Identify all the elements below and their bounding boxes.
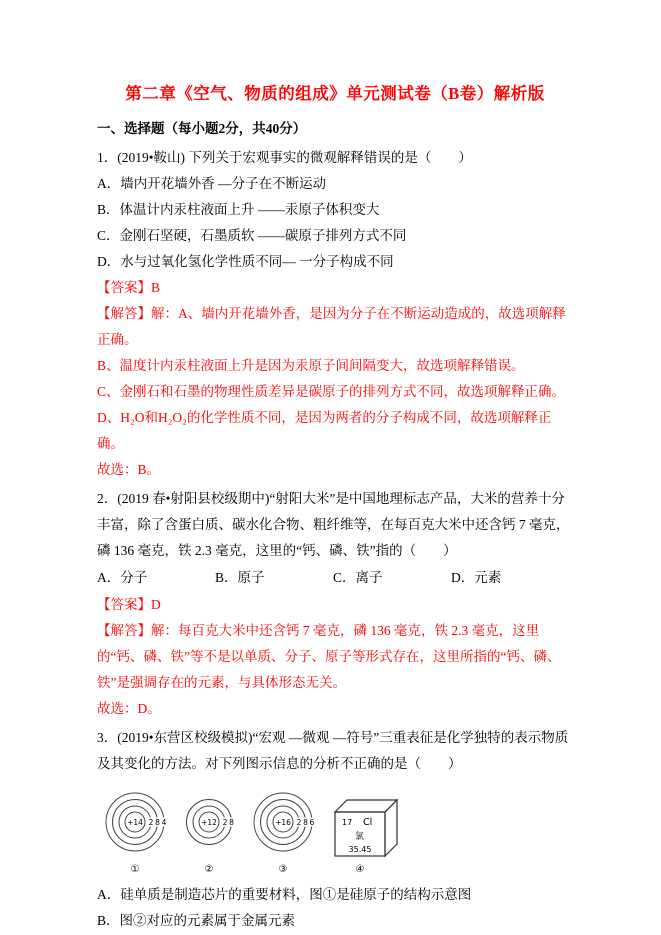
atom-diagram-1 xyxy=(106,793,167,875)
question-1-option-a: A．墙内开花墙外香 —分子在不断运动 xyxy=(97,176,327,191)
question-3 xyxy=(97,725,573,934)
atom-3-shell-2: 8 xyxy=(303,818,308,827)
atom-3-nucleus-charge: +16 xyxy=(275,818,291,827)
question-2 xyxy=(97,486,573,722)
question-1-analysis-c: C、金刚石和石墨的物理性质差异是碳原子的排列方式不同，故选项解释正确。 xyxy=(97,384,566,399)
atom-1-shell-1: 2 xyxy=(148,818,154,827)
question-1-analysis-b: B、温度计内汞柱液面上升是因为汞原子间间隔变大，故选项解释错误。 xyxy=(97,358,525,373)
question-3-figure xyxy=(97,782,573,880)
question-1-answer: 【答案】B xyxy=(97,280,161,295)
atom-1-label: ① xyxy=(130,864,140,875)
atom-diagram-3 xyxy=(254,793,315,875)
element-cell-chlorine xyxy=(335,800,397,875)
element-atomic-number: 17 xyxy=(342,818,353,827)
question-2-analysis: 【解答】解：每百克大米中还含钙 7 毫克，磷 136 毫克，铁 2.3 毫克，这里的“钙、磷、铁”等不是以单质、分子、原子等形式存在，这里所指的“钙、磷、铁”是强调存在的元素，与具体形态无关。 xyxy=(97,623,561,690)
atom-1-nucleus-charge: +14 xyxy=(127,818,143,827)
atom-2-label: ② xyxy=(204,864,214,875)
question-2-stem: 2．(2019 春•射阳县校级期中)“射阳大米”是中国地理标志产品，大米的营养十分丰富，除了含蛋白质、碳水化合物、粗纤维等，在每百克大米中还含钙 7 毫克，磷 136 毫克，铁 2.3 毫克，这里的“钙、磷、铁”指的（ ） xyxy=(97,491,570,558)
question-1-analysis-d: D、H₂O和H₂O₂的化学性质不同，是因为两者的分子构成不同，故选项解释正确。 xyxy=(97,410,552,451)
atom-diagram-2 xyxy=(187,800,235,876)
atom-3-shell-3: 6 xyxy=(309,818,315,827)
atom-1-shell-3: 4 xyxy=(161,818,167,827)
element-name: 氯 xyxy=(355,832,365,842)
element-atomic-mass: 35.45 xyxy=(348,845,372,854)
question-3-stem: 3．(2019•东营区校级模拟)“宏观 —微观 —符号”三重表征是化学独特的表示物质及其变化的方法。对下列图示信息的分析不正确的是（ ） xyxy=(97,730,569,771)
question-1-option-d: D．水与过氧化氢化学性质不同— 一分子构成不同 xyxy=(97,254,394,269)
atom-1-shell-2: 8 xyxy=(155,818,160,827)
question-1-option-c: C．金刚石坚硬，石墨质软 ——碳原子排列方式不同 xyxy=(97,228,407,243)
atom-2-shell-2: 8 xyxy=(229,818,234,827)
question-2-option-a: A．分子 xyxy=(97,570,148,585)
question-3-option-b: B．图②对应的元素属于金属元素 xyxy=(97,913,296,928)
question-2-options xyxy=(97,564,573,592)
element-cell-label: ④ xyxy=(355,864,365,875)
atom-3-label: ③ xyxy=(278,864,288,875)
question-1-stem: 1．(2019•鞍山) 下列关于宏观事实的微观解释错误的是（ ） xyxy=(97,150,472,165)
question-2-answer: 【答案】D xyxy=(97,597,161,612)
atom-3-shell-1: 2 xyxy=(296,818,302,827)
question-1-conclusion: 故选：B。 xyxy=(97,462,161,477)
question-2-option-b: B．原子 xyxy=(215,570,265,585)
question-1-analysis-a: 【解答】解：A、墙内开花墙外香，是因为分子在不断运动造成的，故选项解释正确。 xyxy=(97,306,566,347)
question-2-option-d: D．元素 xyxy=(451,570,502,585)
atom-2-shell-1: 2 xyxy=(222,818,228,827)
question-2-conclusion: 故选：D。 xyxy=(97,701,161,716)
section-header: 一、选择题（每小题2分，共40分） xyxy=(97,121,307,136)
question-2-option-c: C．离子 xyxy=(333,570,383,585)
element-symbol: Cl xyxy=(363,817,373,828)
atom-2-nucleus-charge: +12 xyxy=(201,818,217,827)
page-title: 第二章《空气、物质的组成》单元测试卷（B卷）解析版 xyxy=(125,84,545,103)
question-1-option-b: B．体温计内汞柱液面上升 ——汞原子体积变大 xyxy=(97,202,380,217)
question-3-option-a: A．硅单质是制造芯片的重要材料，图①是硅原子的结构示意图 xyxy=(97,887,472,902)
atomic-structure-diagram xyxy=(97,782,437,876)
question-1 xyxy=(97,145,573,483)
